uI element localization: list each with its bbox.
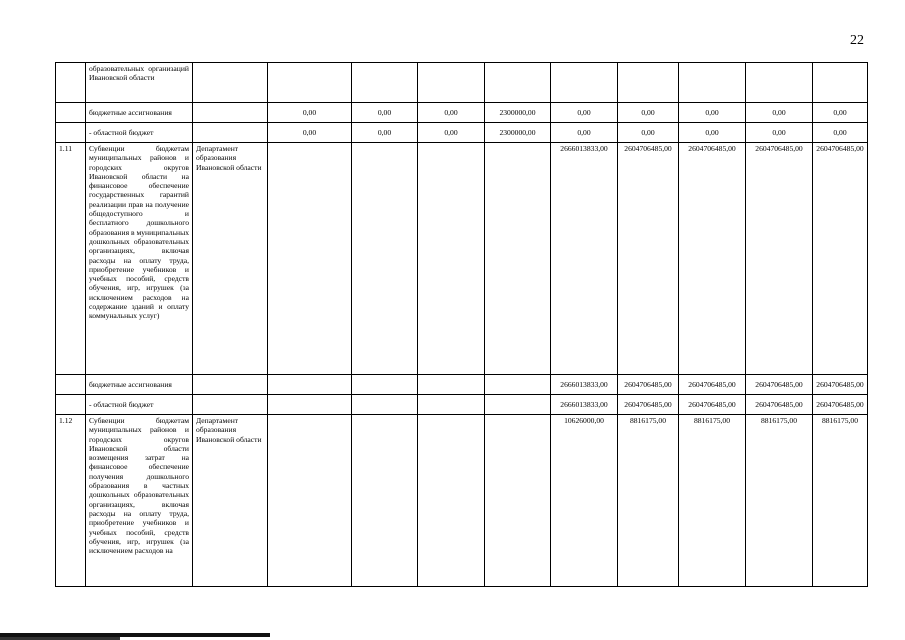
- value-cell: [268, 395, 352, 415]
- value-cell: 0,00: [551, 123, 618, 143]
- executor-cell: [193, 63, 268, 103]
- value-cell: 0,00: [746, 103, 813, 123]
- value-cell: 2604706485,00: [618, 375, 679, 395]
- value-cell: [418, 415, 485, 587]
- funding-label-cell: - областной бюджет: [86, 395, 193, 415]
- value-cell: 0,00: [418, 123, 485, 143]
- funding-label-cell: бюджетные ассигнования: [86, 103, 193, 123]
- value-cell: 2604706485,00: [746, 375, 813, 395]
- row-number-cell: [56, 123, 86, 143]
- value-cell: [268, 415, 352, 587]
- value-cell: 2666013833,00: [551, 375, 618, 395]
- executor-cell: [193, 103, 268, 123]
- value-cell: 2604706485,00: [679, 143, 746, 375]
- description-cell: образовательных организаций Ивановской области: [86, 63, 193, 103]
- value-cell: 0,00: [352, 103, 418, 123]
- value-cell: [418, 63, 485, 103]
- value-cell: 2604706485,00: [813, 395, 868, 415]
- value-cell: [679, 63, 746, 103]
- table-row: [56, 63, 868, 103]
- value-cell: [418, 143, 485, 375]
- funding-label-cell: - областной бюджет: [86, 123, 193, 143]
- row-number-cell: [56, 395, 86, 415]
- value-cell: [352, 395, 418, 415]
- value-cell: 0,00: [746, 123, 813, 143]
- value-cell: 2300000,00: [485, 103, 551, 123]
- row-number-cell: 1.12: [56, 415, 86, 587]
- value-cell: [485, 395, 551, 415]
- value-cell: [618, 63, 679, 103]
- value-cell: [418, 375, 485, 395]
- value-cell: 2604706485,00: [813, 375, 868, 395]
- value-cell: 8816175,00: [813, 415, 868, 587]
- description-cell: Субвенции бюджетам муниципальных районов и городских округов Ивановской области на финансовое обеспечение государственных гарантий реализации прав на получение общедоступного и бесплатного дошкольного образования в муниципальных дошкольных образовательных организациях, включая расходы на оплату труда, приобретение учебников и учебных пособий, средств обучения, игр, игрушек (за исключением расходов на содержание зданий и оплату коммунальных услуг): [86, 143, 193, 375]
- description-cell: Субвенции бюджетам муниципальных районов и городских округов Ивановской области возмещения затрат на финансовое обеспечение получения дошкольного образования в частных дошкольных образовательных организациях, включая расходы на оплату труда, приобретение учебников и учебных пособий, средств обучения, игр, игрушек (за исключением расходов на: [86, 415, 193, 587]
- value-cell: [268, 143, 352, 375]
- value-cell: [268, 63, 352, 103]
- value-cell: 10626000,00: [551, 415, 618, 587]
- executor-cell: Департамент образования Ивановской области: [193, 143, 268, 375]
- value-cell: [813, 63, 868, 103]
- value-cell: 0,00: [268, 103, 352, 123]
- executor-cell: Департамент образования Ивановской области: [193, 415, 268, 587]
- value-cell: 8816175,00: [746, 415, 813, 587]
- value-cell: [352, 63, 418, 103]
- row-number-cell: [56, 103, 86, 123]
- value-cell: 2300000,00: [485, 123, 551, 143]
- value-cell: 8816175,00: [618, 415, 679, 587]
- value-cell: 2666013833,00: [551, 395, 618, 415]
- value-cell: 0,00: [679, 123, 746, 143]
- value-cell: [268, 375, 352, 395]
- value-cell: [746, 63, 813, 103]
- page-number: 22: [850, 33, 864, 48]
- executor-cell: [193, 395, 268, 415]
- row-number-cell: [56, 375, 86, 395]
- table-row: [56, 123, 868, 143]
- value-cell: [485, 375, 551, 395]
- value-cell: 0,00: [813, 103, 868, 123]
- value-cell: 8816175,00: [679, 415, 746, 587]
- budget-table: [55, 62, 868, 587]
- executor-cell: [193, 375, 268, 395]
- value-cell: 0,00: [618, 103, 679, 123]
- value-cell: [485, 63, 551, 103]
- table-row: [56, 395, 868, 415]
- table-row: [56, 375, 868, 395]
- value-cell: [551, 63, 618, 103]
- value-cell: 2604706485,00: [618, 143, 679, 375]
- value-cell: [352, 375, 418, 395]
- value-cell: 2666013833,00: [551, 143, 618, 375]
- value-cell: 0,00: [352, 123, 418, 143]
- value-cell: 2604706485,00: [813, 143, 868, 375]
- funding-label-cell: бюджетные ассигнования: [86, 375, 193, 395]
- value-cell: [352, 415, 418, 587]
- value-cell: 2604706485,00: [679, 395, 746, 415]
- value-cell: [418, 395, 485, 415]
- value-cell: 0,00: [268, 123, 352, 143]
- table-row: [56, 415, 868, 587]
- value-cell: 2604706485,00: [679, 375, 746, 395]
- row-number-cell: 1.11: [56, 143, 86, 375]
- value-cell: 0,00: [551, 103, 618, 123]
- table-row: [56, 143, 868, 375]
- value-cell: 0,00: [679, 103, 746, 123]
- value-cell: 2604706485,00: [618, 395, 679, 415]
- value-cell: 2604706485,00: [746, 143, 813, 375]
- value-cell: 0,00: [418, 103, 485, 123]
- executor-cell: [193, 123, 268, 143]
- value-cell: 0,00: [618, 123, 679, 143]
- value-cell: [485, 143, 551, 375]
- value-cell: [352, 143, 418, 375]
- value-cell: 0,00: [813, 123, 868, 143]
- table-row: [56, 103, 868, 123]
- value-cell: 2604706485,00: [746, 395, 813, 415]
- row-number-cell: [56, 63, 86, 103]
- value-cell: [485, 415, 551, 587]
